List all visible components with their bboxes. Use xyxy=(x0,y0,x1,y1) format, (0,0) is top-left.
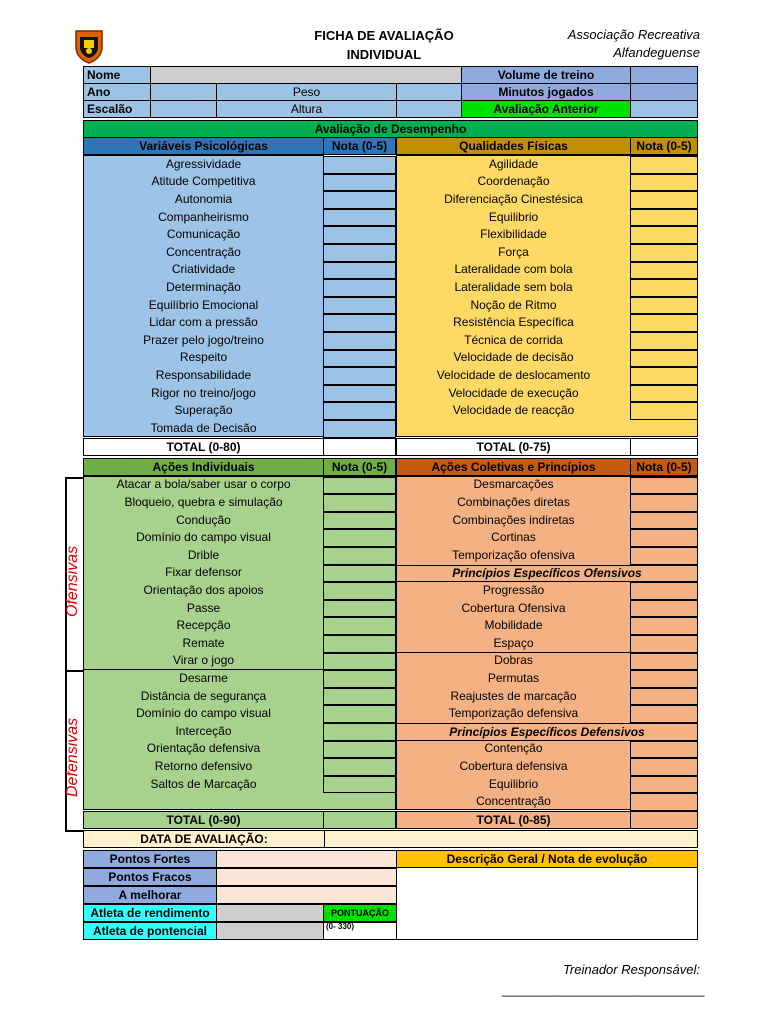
association-name-line1: Associação Recreativa xyxy=(567,27,700,42)
coletivas-nota-input[interactable] xyxy=(630,776,698,794)
coletivas-item: Reajustes de marcação xyxy=(450,688,577,703)
data-label: DATA DE AVALIAÇÃO: xyxy=(83,830,325,848)
fisicas-nota-input[interactable] xyxy=(630,209,698,227)
psico-item: Respeito xyxy=(179,350,228,365)
coletivas-nota-header: Nota (0-5) xyxy=(630,458,698,476)
ofensiva-item: Passe xyxy=(186,600,221,615)
coletivas-nota-input[interactable] xyxy=(630,758,698,776)
psico-item: Tomada de Decisão xyxy=(150,420,257,435)
anterior-label: Avaliação Anterior xyxy=(461,100,631,118)
psico-nota-input[interactable] xyxy=(323,262,396,280)
fisicas-nota-input[interactable] xyxy=(630,385,698,403)
psico-item: Equilíbrio Emocional xyxy=(148,297,259,312)
escalao-label: Escalão xyxy=(83,100,151,118)
psico-item: Lidar com a pressão xyxy=(149,315,258,330)
ano-input[interactable] xyxy=(150,83,217,101)
ano-label: Ano xyxy=(83,83,151,101)
coletivas-item: Permutas xyxy=(487,670,540,685)
coletivas-subheader: Princípios Específicos Defensivos xyxy=(396,723,698,741)
psico-item: Comunicação xyxy=(166,227,241,242)
coletivas-nota-input[interactable] xyxy=(630,653,698,671)
defensiva-nota-input[interactable] xyxy=(323,723,396,741)
psico-item: Superação xyxy=(174,403,233,418)
ofensiva-item: Orientação dos apoios xyxy=(143,582,264,597)
fisicas-nota-input[interactable] xyxy=(630,314,698,332)
fisicas-nota-header: Nota (0-5) xyxy=(630,137,698,155)
coletivas-item: Contenção xyxy=(484,741,543,756)
fisicas-nota-input[interactable] xyxy=(630,156,698,174)
fisicas-item: Lateralidade com bola xyxy=(454,262,573,277)
coletivas-total-label: TOTAL (0-85) xyxy=(396,811,631,829)
ofensiva-nota-input[interactable] xyxy=(323,565,396,583)
fisicas-item: Agilidade xyxy=(488,156,539,171)
anterior-input[interactable] xyxy=(630,100,698,118)
peso-input[interactable] xyxy=(396,83,462,101)
fisicas-item: Coordenação xyxy=(477,174,550,189)
peso-label: Peso xyxy=(216,83,397,101)
psico-header: Variáveis Psicológicas xyxy=(83,137,324,155)
pontos-fracos-label: Pontos Fracos xyxy=(83,868,217,886)
ofensivas-label: Ofensivas xyxy=(64,545,81,617)
nome-label: Nome xyxy=(83,66,151,84)
ofensiva-nota-input[interactable] xyxy=(323,512,396,530)
psico-nota-input[interactable] xyxy=(323,209,396,227)
fisicas-nota-input[interactable] xyxy=(630,191,698,209)
fisicas-nota-input[interactable] xyxy=(630,279,698,297)
descricao-header: Descrição Geral / Nota de evolução xyxy=(396,850,698,868)
ofensiva-nota-input[interactable] xyxy=(323,529,396,547)
data-input[interactable] xyxy=(324,830,698,848)
coletivas-item: Progressão xyxy=(482,582,545,597)
altura-input[interactable] xyxy=(396,100,462,118)
coletivas-nota-input[interactable] xyxy=(630,705,698,723)
coletivas-item: Cobertura defensiva xyxy=(459,758,568,773)
individuais-total-label: TOTAL (0-90) xyxy=(83,811,324,829)
psico-item: Responsabilidade xyxy=(155,367,252,382)
psico-total-value xyxy=(323,438,396,456)
rendimento-input[interactable] xyxy=(216,904,324,922)
page-title-line2: INDIVIDUAL xyxy=(346,47,422,62)
coletivas-subheader: Princípios Específicos Ofensivos xyxy=(396,565,698,583)
ofensiva-item: Bloqueio, quebra e simulação xyxy=(124,494,283,509)
psico-nota-input[interactable] xyxy=(323,279,396,297)
ofensiva-item: Atacar a bola/saber usar o corpo xyxy=(116,477,291,492)
coletivas-item: Temporização ofensiva xyxy=(452,547,575,562)
minutos-label: Minutos jogados xyxy=(461,83,631,101)
defensiva-item: Saltos de Marcação xyxy=(150,776,257,791)
coletivas-nota-input[interactable] xyxy=(630,600,698,618)
defensiva-nota-input[interactable] xyxy=(323,688,396,706)
fisicas-item: Velocidade de execução xyxy=(448,385,579,400)
coletivas-nota-input[interactable] xyxy=(630,477,698,495)
psico-item: Atitude Competitiva xyxy=(151,174,256,189)
coletivas-item: Dobras xyxy=(494,653,533,668)
psico-item: Rigor no treino/jogo xyxy=(151,385,256,400)
individuais-total-value xyxy=(323,811,396,829)
fisicas-nota-input[interactable] xyxy=(630,350,698,368)
defensiva-item: Domínio do campo visual xyxy=(136,706,271,721)
coletivas-nota-input[interactable] xyxy=(630,547,698,565)
coletivas-item: Combinações indiretas xyxy=(452,512,575,527)
fisicas-item: Técnica de corrida xyxy=(464,332,563,347)
psico-item: Prazer pelo jogo/treino xyxy=(143,332,264,347)
coletivas-header: Ações Coletivas e Princípios xyxy=(396,458,631,476)
individuais-header: Ações Individuais xyxy=(83,458,324,476)
coletivas-nota-input[interactable] xyxy=(630,688,698,706)
ofensiva-nota-input[interactable] xyxy=(323,547,396,565)
psico-item: Agressividade xyxy=(165,156,242,171)
coletivas-item: Cortinas xyxy=(491,530,536,545)
ofensiva-nota-input[interactable] xyxy=(323,582,396,600)
club-crest-icon xyxy=(70,27,108,65)
defensiva-item: Distância de segurança xyxy=(140,688,267,703)
fisicas-item: Equilibrio xyxy=(488,209,539,224)
rendimento-label: Atleta de rendimento xyxy=(83,904,217,922)
psico-item: Autonomia xyxy=(174,191,233,206)
fisicas-item: Resistência Específica xyxy=(453,315,574,330)
psico-nota-input[interactable] xyxy=(323,244,396,262)
ofensiva-item: Recepção xyxy=(176,618,231,633)
coletivas-total-value xyxy=(630,811,698,829)
descricao-input[interactable] xyxy=(396,867,698,940)
psico-nota-input[interactable] xyxy=(323,402,396,420)
defensiva-item: Interceção xyxy=(175,723,232,738)
fisicas-nota-input[interactable] xyxy=(630,226,698,244)
defensiva-nota-input[interactable] xyxy=(323,758,396,776)
fisicas-item: Velocidade de deslocamento xyxy=(436,367,591,382)
fisicas-item: Flexibilidade xyxy=(480,227,547,242)
fisicas-item: Força xyxy=(498,244,529,259)
fisicas-total-label: TOTAL (0-75) xyxy=(396,438,631,456)
ofensiva-item: Domínio do campo visual xyxy=(136,530,271,545)
coletivas-nota-input[interactable] xyxy=(630,582,698,600)
ofensiva-nota-input[interactable] xyxy=(323,477,396,495)
pontuacao-scale: (0- 330) xyxy=(323,922,397,940)
volume-label: Volume de treino xyxy=(461,66,631,84)
potencial-label: Atleta de pontencial xyxy=(83,922,217,940)
psico-nota-input[interactable] xyxy=(323,314,396,332)
psico-nota-input[interactable] xyxy=(323,367,396,385)
fisicas-nota-input[interactable] xyxy=(630,244,698,262)
psico-item: Concentração xyxy=(166,244,241,259)
coletivas-item: Desmarcações xyxy=(473,477,554,492)
ofensiva-item: Condução xyxy=(176,512,231,527)
coletivas-item: Espaço xyxy=(493,635,534,650)
ofensiva-item: Virar o jogo xyxy=(172,653,235,668)
coletivas-nota-input[interactable] xyxy=(630,741,698,759)
psico-total-label: TOTAL (0-80) xyxy=(83,438,324,456)
psico-nota-input[interactable] xyxy=(323,297,396,315)
fisicas-nota-input[interactable] xyxy=(630,174,698,192)
ofensiva-nota-input[interactable] xyxy=(323,617,396,635)
defensiva-item: Orientação defensiva xyxy=(146,741,261,756)
fisicas-nota-input[interactable] xyxy=(630,402,698,420)
pontos-fortes-input[interactable] xyxy=(216,850,397,868)
coletivas-item: Cobertura Ofensiva xyxy=(461,600,566,615)
ofensiva-item: Fixar defensor xyxy=(165,565,242,580)
defensiva-nota-input[interactable] xyxy=(323,705,396,723)
psico-nota-input[interactable] xyxy=(323,191,396,209)
fisicas-nota-input[interactable] xyxy=(630,367,698,385)
coletivas-item: Concentração xyxy=(476,794,551,809)
divider xyxy=(396,652,698,653)
fisicas-nota-input[interactable] xyxy=(630,297,698,315)
volume-input[interactable] xyxy=(630,66,698,84)
fisicas-item: Diferenciação Cinestésica xyxy=(444,191,583,206)
defensiva-nota-input[interactable] xyxy=(323,776,396,794)
pontos-fortes-label: Pontos Fortes xyxy=(83,850,217,868)
a-melhorar-input[interactable] xyxy=(216,886,397,904)
potencial-input[interactable] xyxy=(216,922,324,940)
ofensiva-nota-input[interactable] xyxy=(323,653,396,671)
pontuacao-label: PONTUAÇÃO xyxy=(323,904,397,922)
a-melhorar-label: A melhorar xyxy=(83,886,217,904)
psico-nota-input[interactable] xyxy=(323,385,396,403)
psico-item: Determinação xyxy=(166,279,241,294)
psico-nota-input[interactable] xyxy=(323,420,396,438)
defensiva-nota-input[interactable] xyxy=(323,670,396,688)
pontos-fracos-input[interactable] xyxy=(216,868,397,886)
fisicas-item: Noção de Ritmo xyxy=(470,297,557,312)
escalao-input[interactable] xyxy=(150,100,217,118)
nome-input[interactable] xyxy=(150,66,462,84)
coletivas-nota-input[interactable] xyxy=(630,635,698,653)
coletivas-nota-input[interactable] xyxy=(630,617,698,635)
defensiva-nota-input[interactable] xyxy=(323,741,396,759)
ofensiva-item: Remate xyxy=(182,635,225,650)
fisicas-nota-input[interactable] xyxy=(630,332,698,350)
page-title-line1: FICHA DE AVALIAÇÃO xyxy=(314,28,454,43)
coletivas-item: Mobilidade xyxy=(484,618,543,633)
ofensiva-item: Drible xyxy=(187,547,220,562)
coach-label: Treinador Responsável: xyxy=(562,962,700,977)
altura-label: Altura xyxy=(216,100,397,118)
minutos-input[interactable] xyxy=(630,83,698,101)
defensiva-item: Desarme xyxy=(179,670,228,685)
coletivas-nota-input[interactable] xyxy=(630,529,698,547)
coletivas-nota-input[interactable] xyxy=(630,512,698,530)
psico-nota-input[interactable] xyxy=(323,332,396,350)
coletivas-item: Temporização defensiva xyxy=(448,706,579,721)
defensiva-item: Retorno defensivo xyxy=(154,758,253,773)
fisicas-item: Velocidade de decisão xyxy=(453,350,574,365)
ofensiva-nota-input[interactable] xyxy=(323,494,396,512)
avaliacao-title: Avaliação de Desempenho xyxy=(83,120,698,138)
coletivas-nota-input[interactable] xyxy=(630,670,698,688)
psico-item: Criatividade xyxy=(171,262,236,277)
psico-nota-input[interactable] xyxy=(323,350,396,368)
psico-nota-input[interactable] xyxy=(323,226,396,244)
fisicas-item: Lateralidade sem bola xyxy=(454,279,573,294)
coach-signature-line: ____________________________ xyxy=(502,982,705,997)
association-name-line2: Alfandeguense xyxy=(613,45,700,60)
individuais-nota-header: Nota (0-5) xyxy=(323,458,396,476)
coletivas-item: Equilibrio xyxy=(488,776,539,791)
coletivas-nota-input[interactable] xyxy=(630,494,698,512)
coletivas-nota-input[interactable] xyxy=(630,793,698,811)
ofensiva-nota-input[interactable] xyxy=(323,600,396,618)
psico-item: Companheirismo xyxy=(158,209,249,224)
ofensiva-nota-input[interactable] xyxy=(323,635,396,653)
defensivas-label: Defensivas xyxy=(64,717,81,797)
psico-nota-header: Nota (0-5) xyxy=(323,137,396,155)
fisicas-total-value xyxy=(630,438,698,456)
fisicas-header: Qualidades Físicas xyxy=(396,137,631,155)
fisicas-item: Velocidade de reacção xyxy=(452,403,575,418)
fisicas-nota-input[interactable] xyxy=(630,262,698,280)
psico-nota-input[interactable] xyxy=(323,174,396,192)
coletivas-item: Combinações diretas xyxy=(457,494,570,509)
psico-nota-input[interactable] xyxy=(323,156,396,174)
